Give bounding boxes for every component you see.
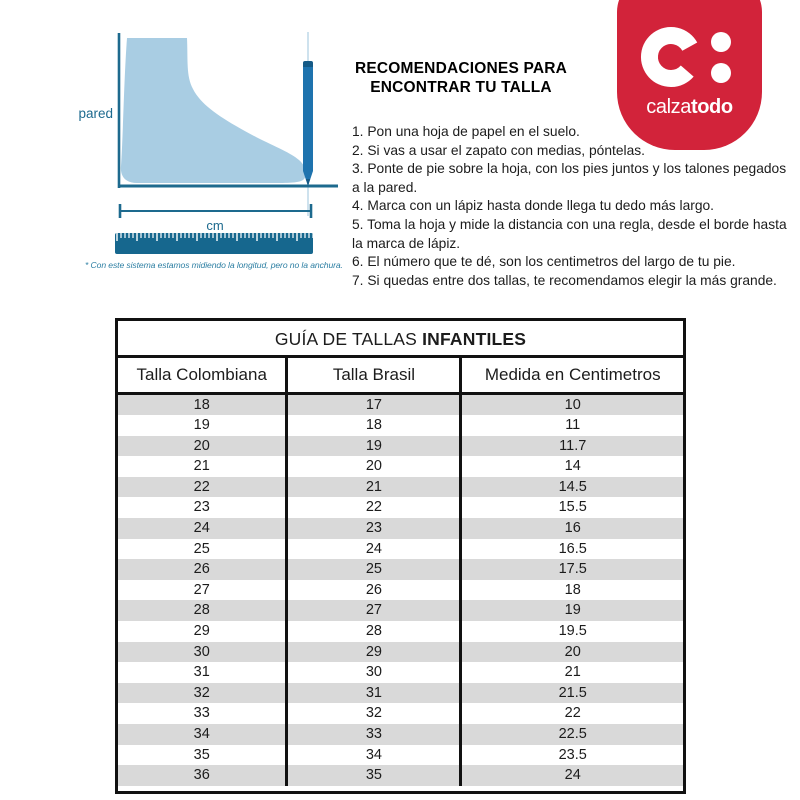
table-cell: 19	[287, 436, 461, 457]
table-cell: 18	[287, 415, 461, 436]
table-cell: 29	[287, 642, 461, 663]
table-row	[118, 539, 683, 560]
table-row	[118, 662, 683, 683]
brand-name-regular: calza	[646, 96, 691, 118]
table-cell: 19	[193, 417, 210, 434]
table-cell: 16.5	[461, 539, 683, 560]
foot-diagram-illustration	[75, 20, 345, 258]
recommendations-list	[352, 123, 788, 290]
table-cell: 35	[193, 746, 210, 763]
table-cell: 33	[287, 724, 461, 745]
measurement-note: * Con este sistema estamos midiendo la longitud, pero no la anchura.	[85, 260, 343, 270]
table-cell: 16	[461, 518, 683, 539]
table-title-regular: GUÍA DE TALLAS	[274, 329, 423, 349]
table-cell: 28	[118, 600, 287, 621]
table-cell: 26	[287, 580, 461, 601]
table-cell: 19	[461, 600, 683, 621]
measurement-dimension-line	[120, 204, 311, 218]
table-row	[118, 559, 683, 580]
recommendation-step: 1. Pon una hoja de papel en el suelo.	[352, 124, 580, 139]
sizes-table	[118, 358, 683, 786]
table-row	[118, 415, 683, 436]
recommendation-step: 4. Marca con un lápiz hasta donde llega tu dedo más largo.	[352, 198, 715, 214]
table-cell: 27	[193, 581, 210, 598]
recommendation-step: 6. El número que te dé, son los centimetros del largo de tu pie.	[352, 254, 736, 270]
table-cell: 33	[193, 705, 210, 722]
table-cell: 30	[287, 662, 461, 683]
column-header: Talla Colombiana	[118, 358, 287, 393]
header-row	[118, 358, 683, 393]
table-cell: 28	[287, 621, 461, 642]
table-row	[118, 456, 683, 477]
table-cell: 24	[461, 765, 683, 786]
table-row	[118, 600, 683, 621]
table-cell: 25	[193, 540, 210, 557]
table-cell: 24	[118, 518, 287, 539]
recommendation-step: 7. Si quedas entre dos tallas, te recomendamos elegir la más grande.	[352, 272, 777, 288]
foot-measurement-diagram	[75, 20, 345, 282]
table-cell: 18	[461, 580, 683, 601]
brand-logo	[617, 0, 762, 150]
table-cell: 23	[287, 518, 461, 539]
table-cell: 14	[461, 456, 683, 477]
table-cell: 11.7	[461, 436, 683, 457]
table-title	[118, 321, 683, 358]
table-cell: 17	[287, 393, 461, 415]
table-cell: 35	[287, 765, 461, 786]
recommendation-step: 5. Toma la hoja y mide la distancia con una regla, desde el borde hasta la marca de lápiz.	[352, 216, 787, 251]
recommendations-title: RECOMENDACIONES PARA ENCONTRAR TU TALLA	[354, 60, 568, 96]
table-cell: 18	[118, 393, 287, 415]
table-cell: 23.5	[461, 745, 683, 766]
table-cell: 29	[193, 623, 210, 640]
table-cell: 20	[287, 456, 461, 477]
table-cell: 19.5	[461, 621, 683, 642]
table-row	[118, 765, 683, 786]
table-cell: 21.5	[461, 683, 683, 704]
table-cell: 21	[193, 458, 210, 475]
table-cell: 20	[461, 642, 683, 663]
table-cell: 22	[287, 497, 461, 518]
table-row	[118, 621, 683, 642]
c-colon-icon	[617, 0, 762, 96]
table-cell: 25	[287, 559, 461, 580]
table-row	[118, 683, 683, 704]
table-title-bold: INFANTILES	[422, 329, 527, 349]
table-cell: 32	[287, 703, 461, 724]
brand-name	[617, 96, 762, 119]
table-row	[118, 703, 683, 724]
ruler-icon	[115, 233, 313, 254]
brand-name-bold: todo	[690, 96, 733, 118]
table-cell: 27	[287, 600, 461, 621]
table-cell: 32	[118, 683, 287, 704]
table-cell: 20	[118, 436, 287, 457]
column-header: Medida en Centimetros	[461, 358, 683, 393]
table-cell: 21	[287, 477, 461, 498]
table-row	[118, 477, 683, 498]
table-cell: 14.5	[461, 477, 683, 498]
table-row	[118, 497, 683, 518]
column-header: Talla Brasil	[287, 358, 461, 393]
cm-label: cm	[206, 218, 224, 233]
table-cell: 22	[118, 477, 287, 498]
table-cell: 11	[461, 415, 683, 436]
pencil-icon	[303, 61, 313, 186]
table-row	[118, 745, 683, 766]
table-row	[118, 393, 683, 415]
table-cell: 34	[287, 745, 461, 766]
table-row	[118, 580, 683, 601]
table-cell: 10	[461, 393, 683, 415]
table-row	[118, 436, 683, 457]
table-cell: 22.5	[461, 724, 683, 745]
table-cell: 36	[118, 765, 287, 786]
table-cell: 21	[461, 662, 683, 683]
size-guide-table	[115, 318, 686, 794]
table-cell: 31	[193, 664, 210, 681]
recommendation-step: 2. Si vas a usar el zapato con medias, póntelas.	[352, 142, 645, 158]
table-cell: 31	[287, 683, 461, 704]
table-row	[118, 642, 683, 663]
table-row	[118, 518, 683, 539]
table-cell: 17.5	[461, 559, 683, 580]
table-cell: 23	[193, 499, 210, 516]
table-cell: 30	[118, 642, 287, 663]
table-cell: 15.5	[461, 497, 683, 518]
wall-label: pared	[78, 106, 113, 121]
table-cell: 26	[118, 559, 287, 580]
recommendation-step: 3. Ponte de pie sobre la hoja, con los pies juntos y los talones pegados a la pared.	[352, 161, 787, 195]
table-row	[118, 724, 683, 745]
table-cell: 24	[287, 539, 461, 560]
foot-icon	[121, 38, 306, 183]
table-cell: 22	[461, 703, 683, 724]
table-cell: 34	[118, 724, 287, 745]
